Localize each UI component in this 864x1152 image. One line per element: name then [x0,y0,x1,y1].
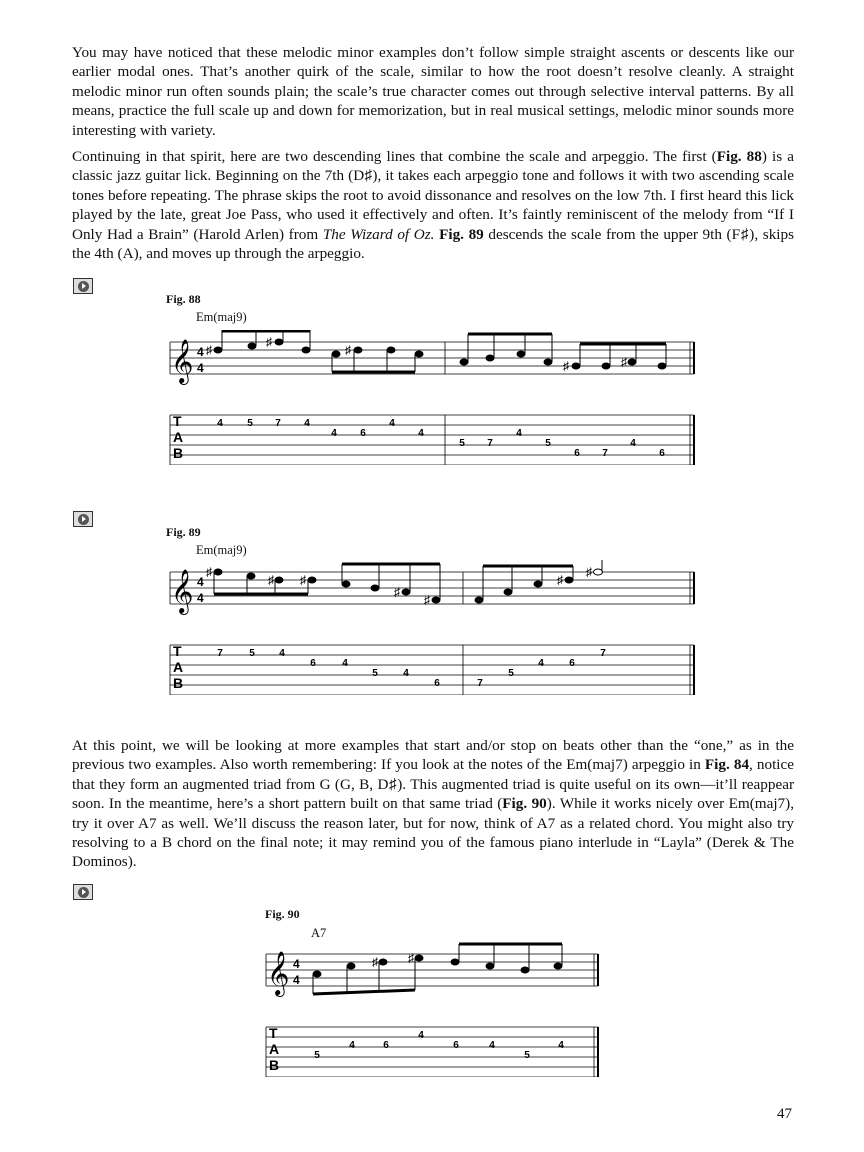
svg-text:♯: ♯ [586,565,592,579]
notation-fig-90 [262,942,602,1077]
svg-text:6: 6 [659,448,665,459]
svg-text:♯: ♯ [621,355,627,369]
svg-text:𝄞: 𝄞 [171,341,194,383]
fig-ref: Fig. 88 [716,148,762,165]
svg-text:♯: ♯ [394,585,400,599]
svg-text:6: 6 [569,658,575,669]
fig-ref: Fig. 84 [704,756,750,774]
svg-text:♯: ♯ [345,343,351,357]
svg-text:𝄞: 𝄞 [171,571,194,613]
svg-text:♯: ♯ [563,359,569,373]
svg-text:T: T [173,413,182,429]
svg-text:4: 4 [516,428,522,439]
svg-text:♯: ♯ [372,955,378,969]
svg-text:𝄞: 𝄞 [267,953,290,995]
svg-text:4: 4 [293,973,300,987]
svg-text:4: 4 [630,438,636,449]
figure-90 [265,907,327,940]
svg-text:6: 6 [360,428,366,439]
svg-text:A: A [269,1041,280,1057]
svg-text:7: 7 [600,648,606,659]
svg-text:5: 5 [524,1050,530,1061]
svg-text:7: 7 [275,418,281,429]
figure-88 [166,292,247,324]
svg-text:7: 7 [217,648,223,659]
chord-symbol: Em(maj9) [196,310,247,324]
paragraph-fig-90: At this point, we will be looking at more examples that start and/or stop on beats other than the “one,” as in the previous two examples. Also worth remembering: If you look at the notes of the Em(maj7) arpeggio in Fig. 84, notice that they form an augmented triad from G (G, B, D♯). This augmented triad is quite useful on its own—it’ll reappear soon. In the meantime, here’s a short pattern built on that same triad (Fig. 90). While it works nicely over Em(maj7), try it over A7 as well. We’ll discuss the reason later, but for now, think of A7 as a related chord. You might also try resolving to a B chord on the final note; it may remind you of the famous piano interlude in “Layla” (Derek & The Dominos). [72,737,795,871]
movie-title: The Wizard of Oz. [322,225,435,243]
svg-text:♯: ♯ [206,343,212,357]
svg-text:4: 4 [217,418,223,429]
svg-text:4: 4 [349,1040,355,1051]
play-icon [78,887,89,898]
svg-text:4: 4 [558,1040,564,1051]
figure-label: Fig. 89 [166,525,201,539]
svg-text:T: T [173,643,182,659]
figure-label: Fig. 88 [166,292,201,306]
svg-text:5: 5 [314,1050,320,1061]
svg-text:T: T [269,1025,278,1041]
figure-89 [166,525,247,557]
svg-text:4: 4 [403,668,409,679]
svg-text:7: 7 [477,678,483,689]
svg-text:♯: ♯ [266,335,272,349]
audio-play-button[interactable] [73,884,93,900]
svg-text:5: 5 [249,648,255,659]
svg-text:5: 5 [459,438,465,449]
svg-text:6: 6 [310,658,316,669]
svg-text:4: 4 [418,1030,424,1041]
svg-text:6: 6 [574,448,580,459]
time-sig: 4 [197,361,204,375]
svg-text:A: A [173,429,184,445]
page-number: 47 [777,1106,792,1122]
audio-play-button[interactable] [73,511,93,527]
svg-text:♯: ♯ [268,573,274,587]
svg-text:4: 4 [279,648,285,659]
audio-play-button[interactable] [73,278,93,294]
fig-ref: Fig. 89 [439,225,484,243]
svg-text:A: A [173,659,184,675]
fig-ref: Fig. 90 [502,795,547,813]
svg-text:♯: ♯ [300,573,306,587]
svg-text:5: 5 [372,668,378,679]
svg-text:6: 6 [453,1040,459,1051]
svg-text:4: 4 [389,418,395,429]
svg-text:4: 4 [342,658,348,669]
notation-fig-88 [166,330,698,465]
svg-text:♯: ♯ [557,573,563,587]
svg-text:7: 7 [602,448,608,459]
paragraph-intro: You may have noticed that these melodic minor examples don’t follow simple straight ascents or descents like our earlier modal ones. That’s another quirk of the scale, similar to how the root doesn’t resolve cleanly. A straight melodic minor run often sounds plain; the scale’s true character comes out through selective interval patterns. By all means, practice the full scale up and down for memorization, but in real musical settings, melodic minor sounds more interesting with variety. [72,44,794,139]
svg-text:4: 4 [197,591,204,605]
svg-text:6: 6 [434,678,440,689]
svg-text:7: 7 [487,438,493,449]
svg-text:B: B [173,675,184,691]
svg-text:4: 4 [418,428,424,439]
svg-text:♯: ♯ [424,593,430,607]
svg-text:4: 4 [538,658,544,669]
svg-text:6: 6 [383,1040,389,1051]
svg-text:4: 4 [304,418,310,429]
svg-text:B: B [173,445,184,461]
time-sig: 4 [197,345,204,359]
svg-text:4: 4 [293,957,300,971]
svg-text:4: 4 [197,575,204,589]
paragraph-figs-88-89: Continuing in that spirit, here are two descending lines that combine the scale and arpeggio. The first (Fig. 88) is a classic jazz guitar lick. Beginning on the 7th (D♯), it takes each arpeggio tone and follows it with two ascending scale tones before repeating. The phrase skips the root to avoid dissonance and resolves on the low 7th. I first heard this lick played by the late, great Joe Pass, who used it effectively and often. It’s faintly reminiscent of the melody from “If I Only Had a Brain” (Harold Arlen) from The Wizard of Oz. Fig. 89 descends the scale from the upper 9th (F♯), skips the 4th (A), and moves up through the arpeggio. [72,148,795,263]
figure-label: Fig. 90 [265,907,300,921]
svg-text:4: 4 [489,1040,495,1051]
svg-text:5: 5 [247,418,253,429]
svg-text:5: 5 [508,668,514,679]
chord-symbol: A7 [311,926,327,940]
svg-text:B: B [269,1057,280,1073]
svg-text:4: 4 [331,428,337,439]
play-icon [78,514,89,525]
chord-symbol: Em(maj9) [196,543,247,557]
notation-fig-89 [166,560,698,695]
svg-text:5: 5 [545,438,551,449]
svg-text:♯: ♯ [206,565,212,579]
svg-text:♯: ♯ [408,951,414,965]
play-icon [78,281,89,292]
